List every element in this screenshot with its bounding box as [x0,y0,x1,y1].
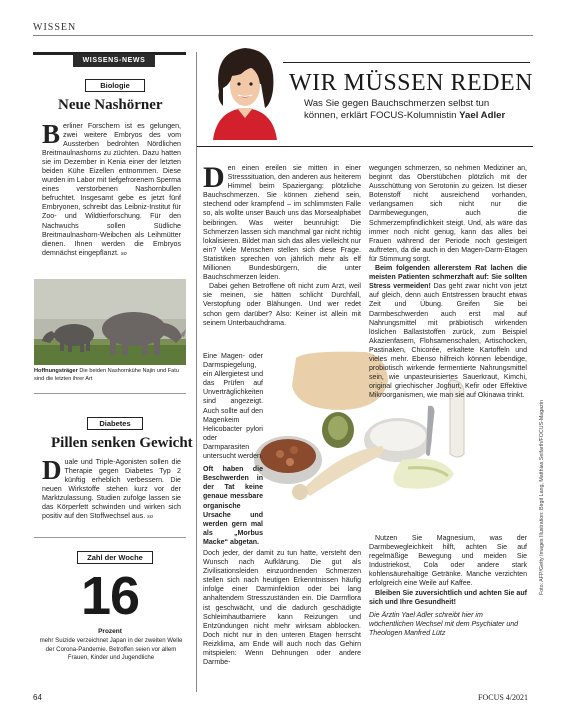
col1-p1: en einen ereilen sie mitten in einer Stresssituation, den anderen aus heiterem Himmel beim Spaziergang: plötzliche Bauchschmerzen. Sie können ziehend sein, stechend oder krampfend – im schlimmsten Falle so, als wollte unser Bauch uns das Morsealphabet beibringen. Was weiter beunruhigt: Die Schmerzen lassen sich manchmal gar nicht richtig lokalisieren. Bildet man sich das alles vielleicht nur ein? Viele Menschen stellen sich diese Frage. Statistiken sprechen von jährlich mehr als elf Millionen Bundesbürgern, die unter Bauchschmerzen leiden. [203,165,361,282]
story1-text: erliner Forschern ist es gelungen, zwei weitere Embryos des vom Aussterben bedrohten Nördlichen Breitmaulnashorns zu züchten. Dazu hatten sie im Dezember in Kenia einer der letzten beiden Kühe Eizellen entnommen. Diese wurden im Labor mit tiefgefrorenem Sperma eines verstorbenen Nashornbullen befruchtet. Insgesamt gebe es jetzt fünf Embryonen, schreibt das Leibniz-Institut für Zoo- und Wildtierforschung. Für den Nachwuchs sollen Südliche Breitmaulnashorn-Weibchen als Leihmütter dienen. Ihnen werden die Embryos demnächst eingepflanzt. [42,122,181,257]
article-dropcap: D [203,161,225,194]
story2-body [42,455,181,522]
header-rule [33,35,533,36]
story2-title: Pillen senken Gewicht [51,435,193,451]
col2-closing: Bleiben Sie zuversichtlich und achten Sie auf sich und Ihre Gesundheit! [369,589,527,606]
col1-highlight: Oft haben die Beschwerden in der Tat keine genaue messbare organische Ursache und werden gern mal als „Morbus Macke“ abgetan. [203,466,263,546]
rhino-photo [34,279,186,365]
article-col2 [369,164,527,400]
magazine-issue: FOCUS 4/2021 [478,693,529,702]
article-col2-bottom [369,534,527,638]
col1-p2: Dabei gehen Betroffene oft nicht zum Arzt, weil sie meinen, sie hätten schlicht Durchfall, Verstopfung oder Blähungen. Und wer redet schon gern darüber? Also: Keiner ist allein mit seinem Unterbauchdrama. [203,283,361,327]
number-unit: Prozent [98,628,122,635]
story2-text: uale und Triple-Agonisten sollen die Therapie gegen Diabetes Typ 2 künftig erheblich verbessern. Die neuen Wirkstoffe stehen kurz vor der Marktzulassung. Studien zufolge lassen sie das Körperfett schwinden und wirken sich positiv auf den Stoffwechsel aus. [42,458,181,521]
story1-body [42,119,181,259]
story2-dropcap: D [42,455,62,485]
col1-p3: Eine Magen- oder Darmspiegelung, ein Allergietest und das Prüfen auf Unverträglichkeiten sind angezeigt. Auch sollte auf den Magenkeim Helicobacter pylori oder Darmparasiten untersucht werden. [203,353,264,461]
intro-rule [197,146,533,147]
article-col1-bottom [203,549,361,667]
big-number: 16 [81,566,140,626]
story2-sig: so [147,514,153,521]
divider [34,393,186,394]
column-title: WIR MÜSSEN REDEN [289,70,534,96]
story1-sig: so [120,250,127,257]
column-divider [196,52,197,692]
rhino-caption-text: Die beiden Nashornkühe Najin und Fatu sind die letzten ihrer Art [34,368,179,382]
photo-credit: Foto: AFP/Getty Images Illustration: Birgit Lang, Matthias Seifarth/FOCUS-Magazin [539,400,545,595]
subtitle-text: Was Sie gegen Bauchschmerzen selbst tun können, erklärt FOCUS-Kolumnistin [304,98,490,121]
title-rule [283,62,530,63]
col2-p2: Das geht zwar nicht von jetzt auf gleich, denn auch Entstressen braucht etwas Zeit und Übung. Greifen Sie bei Darmbeschwerden auch erst mal auf Nahrungsmittel mit präbiotisch wirkenden löslichen Ballaststoffen zurück, zum Beispiel Akazienfasern, Flohsamenschalen, Artischocken, Pastinaken, Chicorée, erkaltete Kartoffeln und vieles mehr. Ebenso hilfreich können lebendige, probiotisch wirkende fermentierte Nahrungsmittel sein, wie unpasteurisiertes Sauerkraut, Kimchi, original griechischer Joghurt, Kefir oder Effektive Mikroorganismen, wie man sie auf Okinawa trinkt. [369,283,527,400]
article-col1 [203,161,361,328]
col2-highlight: Beim folgenden allererstem Rat lachen die meisten Patienten schmerzhaft auf: Sie sollten Stress vermeiden! [369,265,527,291]
story1-dropcap: B [42,119,61,149]
tag-zahl-der-woche: Zahl der Woche [77,551,153,564]
news-sidebar-head: WISSENS-NEWS [73,54,155,67]
section-label: WISSEN [33,22,77,33]
number-text: mehr Suizide verzeichnet Japan in der zweiten Welle der Corona-Pandemie. Betroffen seien vor allem Frauen, Kinder und Jugendliche [39,637,183,662]
author-name: Yael Adler [459,110,506,121]
article-col1-narrow [203,352,263,547]
col1-p4: Doch jeder, der damit zu tun hatte, versteht den Wunsch nach Aufklärung. Die gut als Zivilisationsleiden einzuordnenden Schmerzen stellen sich nach heutigen Erkenntnissen häufig infolge einer Darminfektion oder bei lang anhaltendem Stresszuständen ein. Die Darmflora ist geschwächt, und die dadurch geschädigte Schleimhautbarriere kann Reizungen und Entzündungen nicht mehr wirksam abblocken. Doch nicht nur in den unteren Etagen herrscht Reizklima, am Ende will auch noch das Gehirn mitspielen: Wenn Dehnungen oder andere Darmbe- [203,550,361,667]
divider [34,537,186,538]
col2-p3: Nutzen Sie Magnesium, was der Darmbewegleichkeit hilft, achten Sie auf regelmäßige Bewegung und meiden Sie Industriekost, Cola oder andere stark kohlensäurehaltige Getränke. Manche verzichten erfolgreich eine Weile auf Kaffee. [369,535,527,588]
author-bio: Die Ärztin Yael Adler schreibt hier im wöchentlichen Wechsel mit dem Psychiater und Theologen Manfred Lütz [369,611,519,637]
tag-diabetes: Diabetes [87,417,143,430]
col2-p1: wegungen schmerzen, so nehmen Mediziner an, beginnt das Oberstübchen plötzlich mit der Ausschüttung von Serotonin zu geizen. Ist dieser Botenstoff nicht ausreichend vorhanden, verlangsamen sich nicht nur die Darmbewegungen, auch die Schmerzempfindlichkeit steigt. Und, als wäre das immer noch nicht genug, kann das alles bei Frauen während der Periode noch gesteigert auftreten, da die auch in den Magen-Darm-Etagen für Stimmung sorgt. [369,165,527,263]
story1-title: Neue Nashörner [58,97,163,113]
rhino-caption-bold: Hoffnungsträger [34,368,78,374]
columnist-portrait [205,42,285,140]
rhino-caption [34,368,186,383]
column-subtitle [304,98,524,122]
tag-biologie: Biologie [85,79,145,92]
page-number: 64 [33,693,42,702]
